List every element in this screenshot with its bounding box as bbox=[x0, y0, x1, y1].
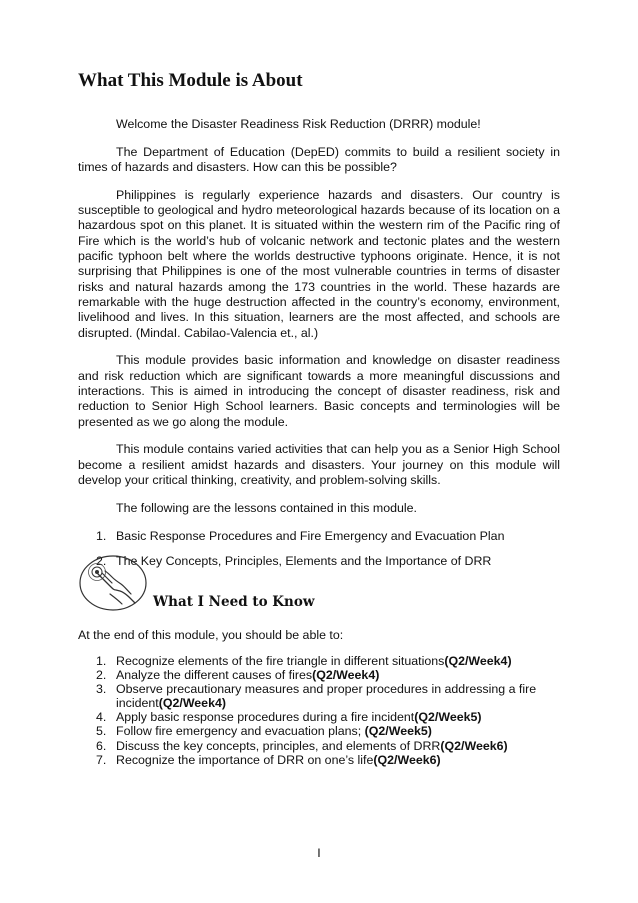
paragraph-philippines: Philippines is regularly experience hazards and disasters. Our country is susceptible to geological and hydro meteorological hazards because of its location on a hazardous spot on this planet. It is situated within the western rim of the Pacific ring of Fire which is the world’s hub of volcanic network and tectonic plates and the western pacific typhoon belt where the worlds destructive typhoons originate. Hence, it is not surprising that Philippines is one of the most vulnerable countries in terms of disaster risks and natural hazards among the 173 countries in the world. These hazards are remarkable with the huge destruction affected in the country’s economy, environment, livelihood and lives. In this situation, learners are the most affected, and schools are disrupted. (MindaI. Cabilao-Valencia et., al.) bbox=[78, 187, 560, 340]
objective-week-tag: (Q2/Week4) bbox=[312, 668, 380, 683]
objective-text: Follow fire emergency and evacuation plans; bbox=[116, 724, 365, 739]
objective-week-tag: (Q2/Week4) bbox=[158, 696, 226, 711]
objective-week-tag: (Q2/Week5) bbox=[364, 724, 432, 739]
paragraph-module-provides: This module provides basic information and knowledge on disaster readiness and risk reduction which are significant towards a more meaningful discussions and interactions. This is aimed in introducing the concept of disaster readiness, risk and reduction to Senior High School learners. Basic concepts and terminologies will be presented as we go along the module. bbox=[78, 353, 560, 429]
objective-item bbox=[78, 682, 560, 710]
objective-item bbox=[78, 724, 560, 738]
module-body bbox=[78, 117, 560, 579]
lesson-item bbox=[78, 554, 560, 569]
objective-number: 2. bbox=[96, 668, 107, 683]
page-number: I bbox=[317, 846, 321, 860]
lessons-list bbox=[78, 529, 560, 570]
section-title: What I Need to Know bbox=[153, 594, 315, 610]
lesson-number: 2. bbox=[96, 553, 107, 568]
objective-week-tag: (Q2/Week6) bbox=[440, 738, 508, 753]
objective-text: Discuss the key concepts, principles, and elements of DRR bbox=[116, 738, 441, 753]
objective-number: 7. bbox=[96, 752, 107, 767]
module-title: What This Module is About bbox=[78, 70, 303, 91]
objective-number: 1. bbox=[96, 654, 107, 668]
objective-week-tag: (Q2/Week5) bbox=[414, 710, 482, 725]
objective-text: Observe precautionary measures and proper procedures in addressing a fire incident bbox=[116, 682, 537, 711]
objective-week-tag: (Q2/Week4) bbox=[444, 654, 512, 668]
objective-week-tag: (Q2/Week6) bbox=[373, 752, 441, 767]
paragraph-lessons-intro: The following are the lessons contained in this module. bbox=[116, 500, 417, 515]
objective-text: Apply basic response procedures during a fire incident bbox=[116, 710, 415, 725]
objective-item bbox=[78, 710, 560, 724]
objective-item bbox=[78, 753, 560, 767]
objective-item bbox=[78, 668, 560, 682]
paragraph-welcome: Welcome the Disaster Readiness Risk Reduction (DRRR) module! bbox=[116, 117, 481, 131]
objectives-list bbox=[78, 654, 560, 767]
objective-number: 6. bbox=[96, 738, 107, 753]
objectives-intro: At the end of this module, you should be able to: bbox=[78, 628, 344, 642]
lesson-item bbox=[78, 529, 560, 544]
objective-text: Analyze the different causes of fires bbox=[116, 668, 313, 683]
objective-number: 4. bbox=[96, 710, 107, 725]
paragraph-activities: This module contains varied activities that can help you as a Senior High School become a resilient amidst hazards and disasters. Your journey on this module will develop your critical thinking, creativity, and problem-solving skills. bbox=[78, 442, 560, 487]
lesson-text: Basic Response Procedures and Fire Emergency and Evacuation Plan bbox=[116, 528, 505, 543]
objective-item bbox=[78, 654, 560, 668]
lesson-text: The Key Concepts, Principles, Elements and the Importance of DRR bbox=[116, 553, 492, 568]
lesson-number: 1. bbox=[96, 528, 107, 543]
objective-text: Recognize the importance of DRR on one’s life bbox=[116, 752, 374, 767]
objective-number: 3. bbox=[96, 682, 107, 697]
objective-number: 5. bbox=[96, 724, 107, 739]
objective-text: Recognize elements of the fire triangle in different situations bbox=[116, 654, 445, 668]
paragraph-deped: The Department of Education (DepED) commits to build a resilient society in times of hazards and disasters. How can this be possible? bbox=[78, 144, 560, 175]
hand-pointer-icon bbox=[78, 554, 148, 612]
objective-item bbox=[78, 739, 560, 753]
